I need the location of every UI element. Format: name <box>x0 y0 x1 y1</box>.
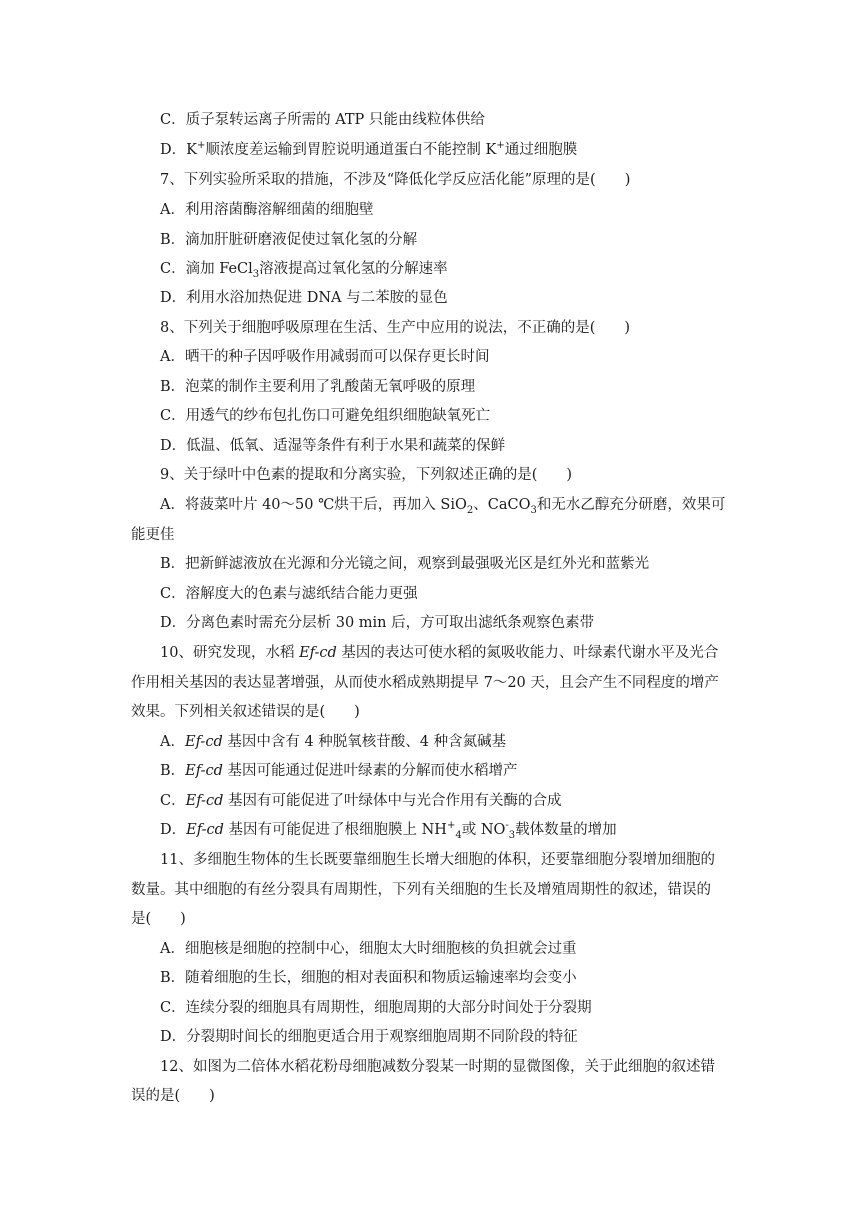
option-text: D．利用水浴加热促进 DNA 与二苯胺的显色 <box>160 290 448 306</box>
option-text: B．把新鲜滤液放在光源和分光镜之间，观察到最强吸光区是红外光和蓝紫光 <box>160 556 650 572</box>
option-text: C．连续分裂的细胞具有周期性，细胞周期的大部分时间处于分裂期 <box>160 1000 592 1016</box>
question-text-continued: 是( ) <box>131 911 186 927</box>
option-text: D．低温、低氧、适湿等条件有利于水果和蔬菜的保鲜 <box>160 438 506 454</box>
option-text: D．K+顺浓度差运输到胃腔说明通道蛋白不能控制 K+通过细胞膜 <box>160 140 578 158</box>
question-7: 7、下列实验所采取的措施，不涉及“降低化学反应活化能”原理的是( ) <box>160 172 631 188</box>
option-text: B．Ef-cd 基因可能通过促进叶绿素的分解而使水稻增产 <box>160 763 518 779</box>
question-text-continued: 误的是( ) <box>131 1088 215 1104</box>
option-text: C．溶解度大的色素与滤纸结合能力更强 <box>160 586 418 602</box>
option-text: B．随着细胞的生长，细胞的相对表面积和物质运输速率均会变小 <box>160 970 577 986</box>
question-text-continued: 效果。下列相关叙述错误的是( ) <box>131 704 360 720</box>
question-text-continued: 作用相关基因的表达显著增强，从而使水稻成熟期提早 7～20 天，且会产生不同程度的增产 <box>131 675 719 691</box>
question-9: 9、关于绿叶中色素的提取和分离实验，下列叙述正确的是( ) <box>160 467 573 483</box>
question-8: 8、下列关于细胞呼吸原理在生活、生产中应用的说法，不正确的是( ) <box>160 320 631 336</box>
option-text: A．利用溶菌酶溶解细菌的细胞壁 <box>160 202 374 218</box>
question-12: 12、如图为二倍体水稻花粉母细胞减数分裂某一时期的显微图像，关于此细胞的叙述错 <box>160 1059 715 1075</box>
question-10: 10、研究发现，水稻 Ef-cd 基因的表达可使水稻的氮吸收能力、叶绿素代谢水平及光合 <box>160 645 719 661</box>
option-text: C．用透气的纱布包扎伤口可避免组织细胞缺氧死亡 <box>160 408 491 424</box>
question-11: 11、多细胞生物体的生长既要靠细胞生长增大细胞的体积，还要靠细胞分裂增加细胞的 <box>160 852 715 868</box>
option-text: A．Ef-cd 基因中含有 4 种脱氧核苷酸、4 种含氮碱基 <box>160 734 507 750</box>
option-text: C．Ef-cd 基因有可能促进了叶绿体中与光合作用有关酶的合成 <box>160 793 562 809</box>
option-text: C．滴加 FeCl$_3$溶液提高过氧化氢的分解速率 <box>160 261 448 280</box>
question-text-continued: 数量。其中细胞的有丝分裂具有周期性，下列有关细胞的生长及增殖周期性的叙述，错误的 <box>131 882 711 898</box>
option-text: D．分离色素时需充分层析 30 min 后，方可取出滤纸条观察色素带 <box>160 615 595 631</box>
option-text: C．质子泵转运离子所需的 ATP 只能由线粒体供给 <box>160 112 485 128</box>
option-text: A．细胞核是细胞的控制中心，细胞太大时细胞核的负担就会过重 <box>160 941 577 957</box>
option-text: D．Ef-cd 基因有可能促进了根细胞膜上 $NH^+_4$或 $NO^-_3$载体数量的增加 <box>160 820 617 841</box>
option-text: A．将菠菜叶片 40～50 ℃烘干后，再加入 SiO$_2$、CaCO$_3$和无水乙醇充分研磨，效果可 <box>160 497 726 516</box>
option-text-continued: 能更佳 <box>131 527 175 543</box>
option-text: A．晒干的种子因呼吸作用减弱而可以保存更长时间 <box>160 349 490 365</box>
option-text: D．分裂期时间长的细胞更适合用于观察细胞周期不同阶段的特征 <box>160 1029 578 1045</box>
option-text: B．滴加肝脏研磨液促使过氧化氢的分解 <box>160 232 418 248</box>
option-text: B．泡菜的制作主要利用了乳酸菌无氧呼吸的原理 <box>160 379 476 395</box>
